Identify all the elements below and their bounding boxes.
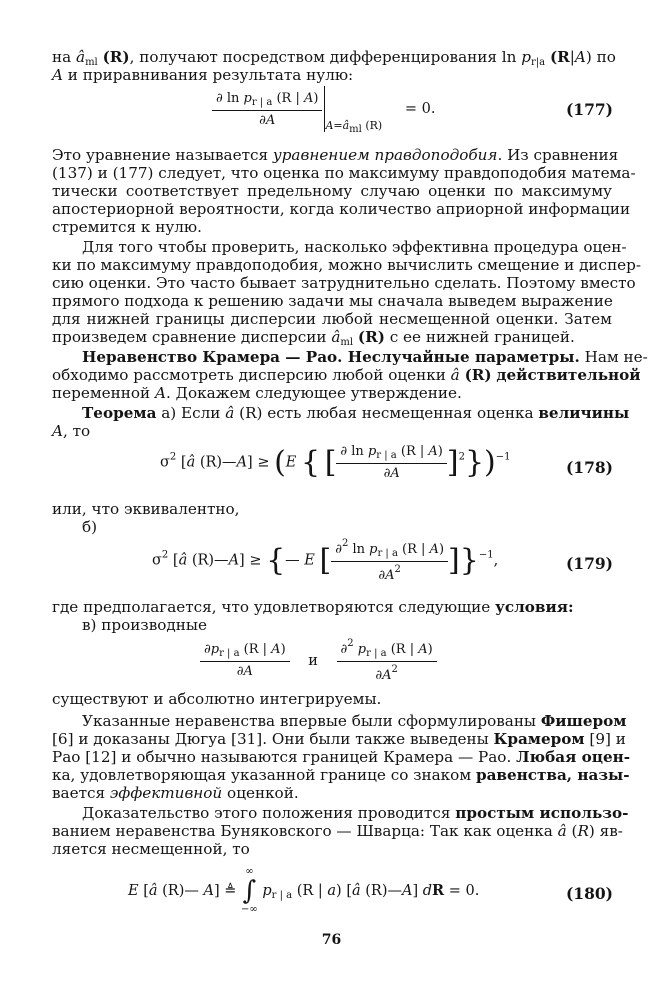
page-number: 76 — [321, 932, 342, 948]
text-line: Это уравнение называется уравнением правдоподобия. Из сравнения — [52, 146, 619, 164]
text-line: тически соответствует предельному случаю оценки по максимуму — [52, 182, 612, 200]
text-line: апостериорной вероятности, когда количество априорной информации — [52, 200, 631, 218]
text-line: ки по максимуму правдоподобия, можно вычислить смещение и диспер- — [52, 256, 642, 274]
text-line: Доказательство этого положения проводится простым использо- — [82, 804, 629, 822]
text-line: произведем сравнение дисперсии $â_{ml}$ (R) с ее нижней границей. — [52, 328, 575, 348]
text-line: на $â_{ml}$ (R), получают посредством дифференцирования $\ln p_{r|a}$ (R|A) по — [52, 48, 616, 68]
text-line: обходимо рассмотреть дисперсию любой оценки â (R) действительной — [52, 366, 641, 384]
equation-178: $\sigma^2$ [â (R)—A] ≥ (E { [ $\frac{\partial \ln p_{r | a} (R | A)}{\partial A}$ ]$^2$})$^{-1}$ — [160, 444, 511, 481]
equation-180: E [â (R)— A] ≜ ∞ ∫ −∞ $p_{r | a}$ (R | a) [â (R)—A] dR = 0. — [128, 866, 480, 915]
text-line: Неравенство Крамера — Рао. Неслучайные параметры. Нам не- — [82, 348, 648, 366]
text-line: ванием неравенства Буняковского — Шварца: Так как оценка â (R) яв- — [52, 822, 623, 840]
text-line: стремится к нулю. — [52, 218, 202, 236]
text-line: где предполагается, что удовлетворяются следующие условия: — [52, 598, 574, 616]
text-line: ляется несмещенной, то — [52, 840, 250, 858]
text-line: Для того чтобы проверить, насколько эффективна процедура оцен- — [82, 238, 627, 256]
text-line: ка, удовлетворяющая указанной границе со знаком равенства, назы- — [52, 766, 630, 784]
text-line: б) — [82, 518, 98, 536]
text-line: для нижней границы дисперсии любой несмещенной оценки. Затем — [52, 310, 612, 328]
equation-number: (180) — [565, 884, 613, 903]
text-line: сию оценки. Это часто бывает затруднительно сделать. Поэтому вместо — [52, 274, 636, 292]
text-line: прямого подхода к решению задачи мы сначала выведем выражение — [52, 292, 613, 310]
source-text — [0, 0, 1, 1]
text-line: [6] и доказаны Дюгуа [31]. Они были также выведены Крамером [9] и — [52, 730, 626, 748]
text-line: Указанные неравенства впервые были сформулированы Фишером — [82, 712, 627, 730]
text-line: A и приравнивания результата нулю: — [52, 66, 354, 84]
text-line: или, что эквивалентно, — [52, 500, 240, 518]
text-line: переменной A. Докажем следующее утверждение. — [52, 384, 462, 402]
equation-number: (178) — [565, 458, 613, 477]
equation-177: $\frac{\partial \ln p_{r | a} (R | A)}{\partial A}$ $_{A=âml (R)}$ = 0. — [212, 86, 435, 135]
text-line: Рао [12] и обычно называются границей Крамера — Рао. Любая оцен- — [52, 748, 631, 766]
text-line: A, то — [52, 422, 91, 440]
equation-number: (177) — [565, 100, 613, 119]
text-line: вается эффективной оценкой. — [52, 784, 299, 802]
text-line: (137) и (177) следует, что оценка по максимуму правдоподобия матема- — [52, 164, 636, 182]
text-line: в) производные — [82, 616, 207, 634]
equation-derivatives: $\frac{\partial p_{r | a} (R | A)}{\partial A}$ и $\frac{\partial^2 p_{r | a} (R | A)}{\partial A^2}$ — [200, 638, 437, 683]
text-line: существуют и абсолютно интегрируемы. — [52, 690, 382, 708]
text-line: Теорема а) Если â (R) есть любая несмещенная оценка величины — [82, 404, 630, 422]
equation-179: $\sigma^2$ [â (R)—A] ≥ {— E [ $\frac{\partial^2 \ln p_{r | a} (R | A)}{\partial A^2}$ ]}$^{-1}$, — [152, 538, 499, 583]
equation-number: (179) — [565, 554, 613, 573]
